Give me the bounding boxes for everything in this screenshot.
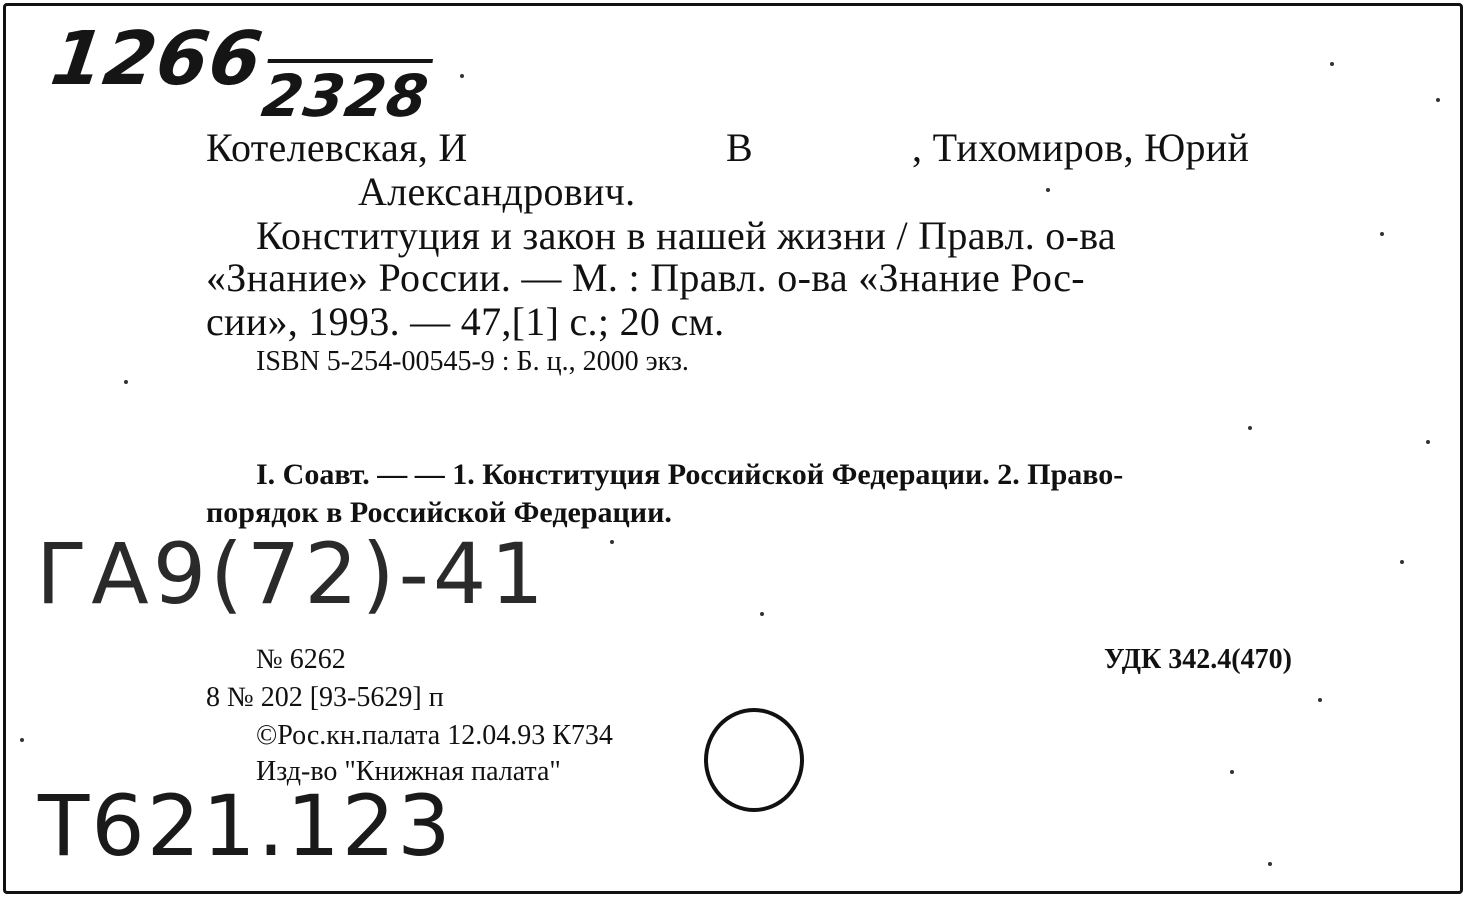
speck-icon <box>1230 770 1234 774</box>
co-author-name: , Тихомиров, Юрий <box>912 125 1250 170</box>
speck-icon <box>1268 862 1272 866</box>
speck-icon <box>1318 698 1322 702</box>
isbn-line: ISBN 5-254-00545-9 : Б. ц., 2000 экз. <box>256 346 689 377</box>
speck-icon <box>760 612 764 616</box>
author-patronymic-initial: В <box>726 125 753 170</box>
speck-icon <box>1330 62 1334 66</box>
subjects-line-1: I. Соавт. — — 1. Конституция Российской Федерации. 2. Право- <box>256 458 1124 491</box>
speck-icon <box>124 380 128 384</box>
print-line: 8 № 202 [93-5629] п <box>206 682 444 713</box>
handwritten-top-fraction: 2328 <box>259 59 434 125</box>
subjects-line-2: порядок в Российской Федерации. <box>206 496 672 529</box>
handwritten-shelf-code: Т621.123 <box>38 777 453 875</box>
speck-icon <box>1046 188 1050 192</box>
speck-icon <box>1426 440 1430 444</box>
speck-icon <box>1248 426 1252 430</box>
publisher-line: Изд-во "Книжная палата" <box>256 756 561 787</box>
handwritten-top-number <box>45 16 439 130</box>
circle-mark-icon <box>704 708 804 812</box>
copyright-line: ©Рос.кн.палата 12.04.93 К734 <box>256 720 613 751</box>
speck-icon <box>460 74 464 78</box>
author-surname-initial: Котелевская, И <box>206 125 468 170</box>
title-line-2: «Знание» России. — М. : Правл. о-ва «Знание Рос- <box>206 255 1085 300</box>
speck-icon <box>20 738 24 742</box>
handwritten-top-main: 1266 <box>45 16 269 102</box>
speck-icon <box>1380 232 1384 236</box>
handwritten-classification-code: ГА9(72)-41 <box>36 525 548 623</box>
author-line <box>206 125 468 170</box>
speck-icon <box>610 540 614 544</box>
record-number: № 6262 <box>256 644 346 675</box>
speck-icon <box>1400 560 1404 564</box>
co-author-patronymic: Александрович. <box>358 169 636 214</box>
speck-icon <box>1436 98 1440 102</box>
udk-code: УДК 342.4(470) <box>1104 644 1292 675</box>
title-line-3: сии», 1993. — 47,[1] с.; 20 см. <box>206 299 725 344</box>
title-line-1: Конституция и закон в нашей жизни / Правл. о-ва <box>256 213 1116 258</box>
